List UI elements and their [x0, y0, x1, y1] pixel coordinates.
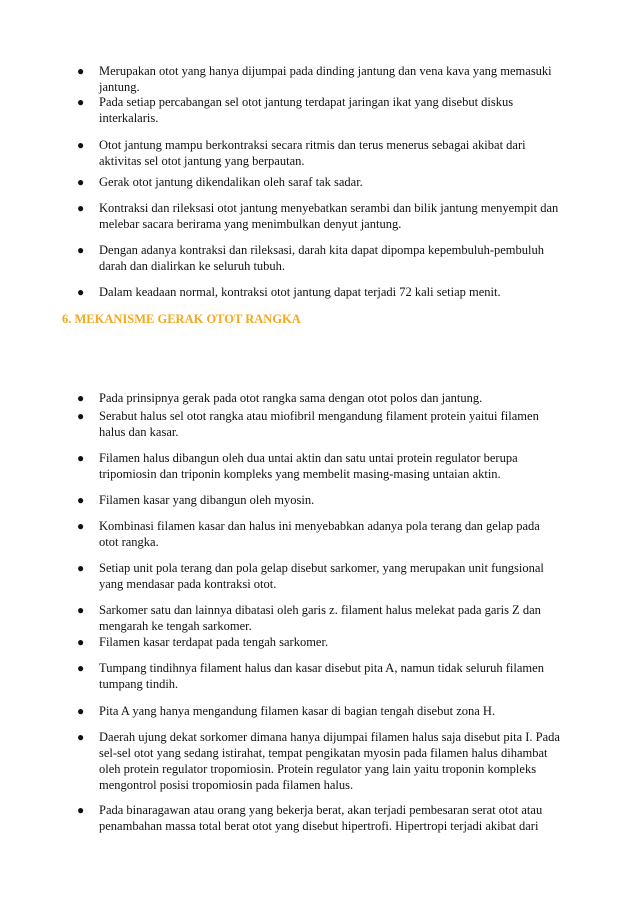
list-item-line: sel-sel otot yang sedang istirahat, tempat pengikatan myosin pada filamen halus dihambat	[99, 746, 548, 760]
bullet-icon: ●	[77, 201, 85, 215]
list-item-line: Filamen kasar yang dibangun oleh myosin.	[99, 493, 315, 507]
list-item-line: halus dan kasar.	[99, 425, 179, 439]
list-item-line: darah dan dialirkan ke seluruh tubuh.	[99, 259, 286, 273]
bullet-icon: ●	[77, 285, 85, 299]
list-item	[77, 242, 585, 274]
list-item-line: tumpang tindih.	[99, 677, 179, 691]
list-item-line: melebar sacara berirama yang menimbulkan denyut jantung.	[99, 217, 402, 231]
list-item-line: otot rangka.	[99, 535, 159, 549]
bullet-icon: ●	[77, 175, 85, 189]
list-item-line: mengarah ke tengah sarkomer.	[99, 619, 252, 633]
list-item-line: Kombinasi filamen kasar dan halus ini menyebabkan adanya pola terang dan gelap pada	[99, 519, 540, 533]
list-item-line: Dalam keadaan normal, kontraksi otot jantung dapat terjadi 72 kali setiap menit.	[99, 285, 501, 299]
bullet-icon: ●	[77, 64, 85, 78]
list-item	[77, 137, 585, 169]
list-item-line: Pada setiap percabangan sel otot jantung terdapat jaringan ikat yang disebut diskus	[99, 95, 514, 109]
list-item-line: jantung.	[99, 80, 140, 94]
list-item-line: Dengan adanya kontraksi dan rileksasi, darah kita dapat dipompa kepembuluh-pembuluh	[99, 243, 545, 257]
list-item-line: Pada prinsipnya gerak pada otot rangka sama dengan otot polos dan jantung.	[99, 391, 483, 405]
list-item	[77, 602, 585, 634]
bullet-icon: ●	[77, 493, 85, 507]
bullet-icon: ●	[77, 391, 85, 405]
list-item-line: oleh protein regulator tropomiosin. Protein regulator yang lain yaitu troponin kompleks	[99, 762, 537, 776]
list-item-line: Sarkomer satu dan lainnya dibatasi oleh garis z. filament halus melekat pada garis Z dan	[99, 603, 541, 617]
bullet-icon: ●	[77, 243, 85, 257]
bullet-icon: ●	[77, 138, 85, 152]
list-item	[77, 729, 585, 793]
list-item-line: Daerah ujung dekat sorkomer dimana hanya dijumpai filamen halus saja disebut pita I. Pada	[99, 730, 560, 744]
bullet-icon: ●	[77, 635, 85, 649]
bullet-icon: ●	[77, 704, 85, 718]
list-item-line: Pita A yang hanya mengandung filamen kasar di bagian tengah disebut zona H.	[99, 704, 496, 718]
list-item	[77, 200, 585, 232]
bullet-icon: ●	[77, 451, 85, 465]
list-item	[77, 703, 585, 719]
bullet-icon: ●	[77, 661, 85, 675]
list-item	[77, 802, 585, 834]
list-item	[77, 390, 585, 406]
list-item-line: yang mendasar pada kontraksi otot.	[99, 577, 277, 591]
list-item	[77, 492, 585, 508]
bullet-icon: ●	[77, 519, 85, 533]
bullet-icon: ●	[77, 561, 85, 575]
list-item	[77, 174, 585, 190]
section-heading: 6. MEKANISME GERAK OTOT RANGKA	[62, 312, 301, 326]
list-item	[77, 63, 585, 95]
list-item-line: Filamen halus dibangun oleh dua untai aktin dan satu untai protein regulator berupa	[99, 451, 518, 465]
list-item-line: penambahan massa total berat otot yang disebut hipertrofi. Hipertropi terjadi akibat dari	[99, 819, 539, 833]
list-item-line: interkalaris.	[99, 111, 159, 125]
list-item-line: Tumpang tindihnya filament halus dan kasar disebut pita A, namun tidak seluruh filamen	[99, 661, 544, 675]
list-item	[77, 408, 585, 440]
bullet-icon: ●	[77, 730, 85, 744]
list-item-line: aktivitas sel otot jantung yang berpautan.	[99, 154, 305, 168]
list-item-line: Filamen kasar terdapat pada tengah sarkomer.	[99, 635, 329, 649]
list-item-line: Kontraksi dan rileksasi otot jantung menyebatkan serambi dan bilik jantung menyempit dan	[99, 201, 559, 215]
bullet-icon: ●	[77, 603, 85, 617]
list-item	[77, 284, 585, 300]
list-item	[77, 94, 585, 126]
list-item	[77, 560, 585, 592]
list-item-line: Setiap unit pola terang dan pola gelap disebut sarkomer, yang merupakan unit fungsional	[99, 561, 544, 575]
list-item-line: Pada binaragawan atau orang yang bekerja berat, akan terjadi pembesaran serat otot atau	[99, 803, 543, 817]
list-item	[77, 660, 585, 692]
bullet-icon: ●	[77, 95, 85, 109]
list-item-line: Gerak otot jantung dikendalikan oleh saraf tak sadar.	[99, 175, 363, 189]
list-item	[77, 450, 585, 482]
list-item-line: Merupakan otot yang hanya dijumpai pada dinding jantung dan vena kava yang memasuki	[99, 64, 552, 78]
list-item	[77, 518, 585, 550]
list-item-line: mengontrol posisi tropomiosin pada filamen halus.	[99, 778, 354, 792]
list-item-line: Otot jantung mampu berkontraksi secara ritmis dan terus menerus sebagai akibat dari	[99, 138, 526, 152]
list-item	[77, 634, 585, 650]
bullet-icon: ●	[77, 409, 85, 423]
list-item-line: tripomiosin dan triponin kompleks yang membelit masing-masing untaian aktin.	[99, 467, 501, 481]
list-item-line: Serabut halus sel otot rangka atau miofibril mengandung filament protein yaitui filamen	[99, 409, 539, 423]
bullet-icon: ●	[77, 803, 85, 817]
